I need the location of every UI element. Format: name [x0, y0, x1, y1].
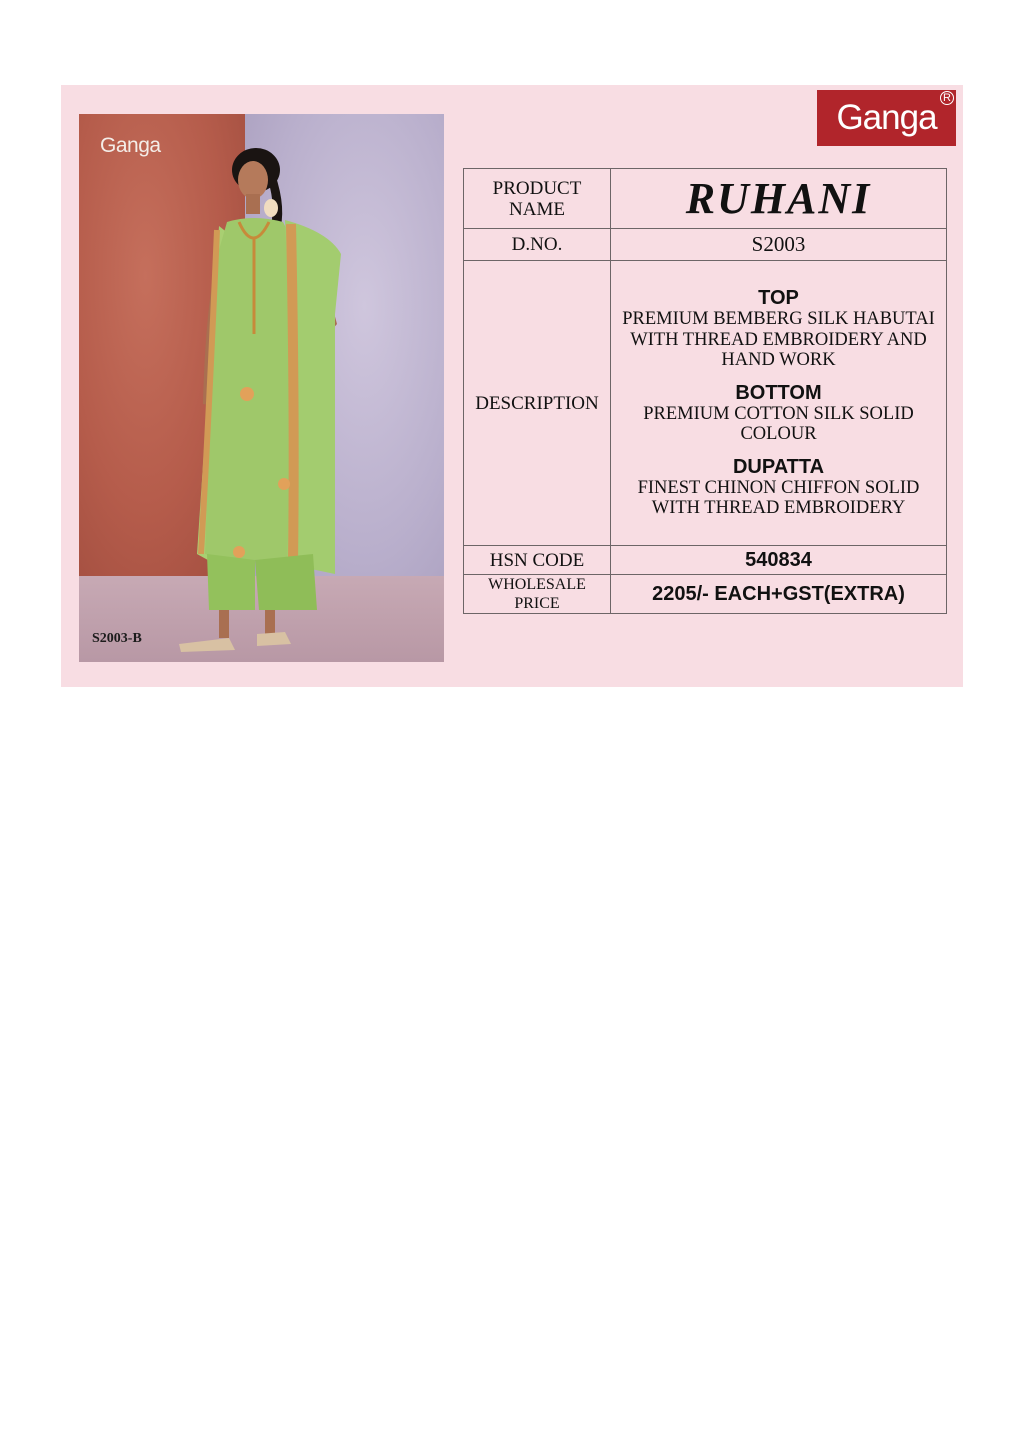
- photo-design-code: S2003-B: [92, 631, 142, 646]
- description-top: [611, 287, 946, 371]
- registered-mark-icon: R: [940, 91, 954, 105]
- row-description: [464, 261, 947, 546]
- catalog-sheet: [61, 85, 963, 687]
- description-value: [611, 261, 947, 546]
- description-bottom: [611, 382, 946, 445]
- product-name-label: PRODUCT NAME: [464, 169, 611, 229]
- product-name-value: RUHANI: [611, 169, 947, 229]
- description-top-heading: TOP: [758, 287, 799, 310]
- product-photo: [79, 114, 444, 662]
- dno-value: S2003: [611, 229, 947, 261]
- brand-logo: [817, 90, 956, 146]
- description-bottom-text: PREMIUM COTTON SILK SOLID COLOUR: [643, 403, 914, 445]
- price-value: 2205/- EACH+GST(EXTRA): [611, 575, 947, 614]
- description-dupatta-text: FINEST CHINON CHIFFON SOLID WITH THREAD EMBROIDERY: [637, 477, 920, 519]
- description-label: DESCRIPTION: [464, 261, 611, 546]
- photo-watermark-logo: Ganga: [100, 134, 161, 157]
- hsn-label: HSN CODE: [464, 546, 611, 575]
- row-wholesale-price: [464, 575, 947, 614]
- row-product-name: [464, 169, 947, 229]
- model-illustration: [79, 114, 444, 662]
- description-top-text: PREMIUM BEMBERG SILK HABUTAI WITH THREAD EMBROIDERY AND HAND WORK: [622, 309, 935, 371]
- hsn-value: 540834: [611, 546, 947, 575]
- description-dupatta: [611, 456, 946, 519]
- row-design-number: [464, 229, 947, 261]
- price-label: WHOLESALE PRICE: [464, 575, 611, 614]
- description-bottom-heading: BOTTOM: [735, 381, 822, 404]
- description-dupatta-heading: DUPATTA: [732, 455, 825, 478]
- row-hsn-code: [464, 546, 947, 575]
- dno-label: D.NO.: [464, 229, 611, 261]
- product-info-table: [463, 168, 947, 614]
- brand-logo-text: Ganga: [836, 98, 937, 137]
